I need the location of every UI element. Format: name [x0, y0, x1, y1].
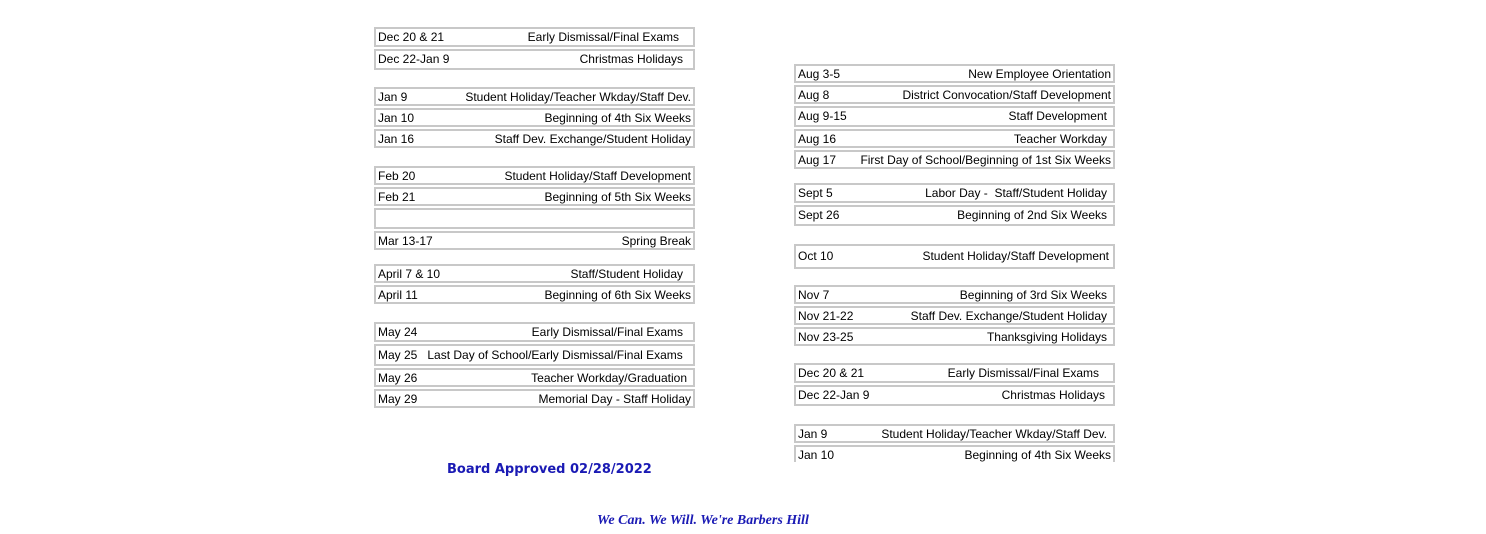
- event-date: April 11: [378, 288, 418, 302]
- calendar-row: [374, 344, 695, 366]
- event-date: Nov 23-25: [798, 330, 854, 344]
- calendar-group-dec: [374, 27, 695, 70]
- event-date: Feb 21: [378, 190, 416, 204]
- event-description: New Employee Orientation: [968, 67, 1111, 81]
- event-date: Dec 20 & 21: [798, 366, 865, 380]
- calendar-group-aug: [794, 64, 1115, 169]
- calendar-row: [374, 49, 695, 70]
- calendar-row: [794, 327, 1115, 346]
- calendar-row: [374, 129, 695, 148]
- calendar-group-oct: [794, 244, 1115, 269]
- event-description: Christmas Holidays: [1001, 388, 1105, 402]
- calendar-row: [794, 150, 1115, 169]
- event-date: May 24: [378, 325, 418, 339]
- calendar-row: [794, 129, 1115, 148]
- event-description: Staff Dev. Exchange/Student Holiday: [910, 309, 1107, 323]
- calendar-row: [794, 205, 1115, 226]
- event-date: Aug 3-5: [798, 67, 841, 81]
- calendar-row: [374, 285, 695, 304]
- event-description: Beginning of 2nd Six Weeks: [957, 208, 1107, 222]
- calendar-row: [794, 183, 1115, 203]
- event-date: Feb 20: [378, 169, 416, 183]
- calendar-group-nov: [794, 285, 1115, 346]
- calendar-group-sept: [794, 183, 1115, 226]
- event-date: Nov 7: [798, 288, 830, 302]
- event-date: Dec 22-Jan 9: [798, 388, 870, 402]
- event-description: Student Holiday/Staff Development: [922, 249, 1109, 263]
- event-date: Jan 9: [378, 90, 408, 104]
- calendar-row: [794, 244, 1115, 269]
- event-description: Student Holiday/Staff Development: [504, 169, 691, 183]
- event-date: Sept 26: [798, 208, 840, 222]
- calendar-group-jan: [374, 87, 695, 148]
- calendar-row: [794, 445, 1115, 462]
- calendar-row: [794, 424, 1115, 443]
- event-description: Labor Day - Staff/Student Holiday: [925, 186, 1107, 200]
- calendar-row: [374, 322, 695, 342]
- event-date: Jan 10: [378, 111, 415, 125]
- calendar-group-dec-next: [794, 363, 1115, 406]
- event-date: Aug 8: [798, 88, 830, 102]
- event-description: District Convocation/Staff Development: [902, 88, 1111, 102]
- event-date: Aug 17: [798, 153, 837, 167]
- calendar-row: [374, 27, 695, 47]
- event-description: Beginning of 4th Six Weeks: [544, 111, 691, 125]
- event-description: Early Dismissal/Final Exams: [531, 325, 683, 339]
- event-date: Aug 9-15: [798, 109, 847, 123]
- event-description: Student Holiday/Teacher Wkday/Staff Dev.: [881, 427, 1107, 441]
- event-description: Beginning of 4th Six Weeks: [964, 448, 1111, 462]
- calendar-row: [794, 85, 1115, 104]
- event-description: Christmas Holidays: [579, 52, 683, 66]
- event-date: Jan 16: [378, 132, 415, 146]
- event-date: May 26: [378, 371, 418, 385]
- calendar-group-may: [374, 322, 695, 408]
- event-description: Student Holiday/Teacher Wkday/Staff Dev.: [465, 90, 691, 104]
- calendar-row: [794, 306, 1115, 325]
- event-date: April 7 & 10: [378, 267, 441, 281]
- event-description: Teacher Workday/Graduation: [531, 371, 687, 385]
- calendar-row: [794, 106, 1115, 127]
- event-date: Aug 16: [798, 132, 837, 146]
- calendar-group-april: [374, 264, 695, 304]
- event-description: First Day of School/Beginning of 1st Six Weeks: [860, 153, 1111, 167]
- event-date: Dec 22-Jan 9: [378, 52, 450, 66]
- board-approved-note: Board Approved 02/28/2022: [447, 462, 652, 477]
- calendar-row: [794, 285, 1115, 304]
- calendar-row: [374, 368, 695, 387]
- event-description: Memorial Day - Staff Holiday: [538, 392, 691, 406]
- calendar-row: [794, 363, 1115, 383]
- calendar-row: [374, 187, 695, 206]
- event-description: Beginning of 5th Six Weeks: [544, 190, 691, 204]
- calendar-row-empty: [374, 208, 695, 229]
- event-description: Last Day of School/Early Dismissal/Final Exams: [427, 348, 683, 362]
- school-motto: We Can. We Will. We're Barbers Hill: [597, 513, 809, 528]
- event-description: Staff Dev. Exchange/Student Holiday: [494, 132, 691, 146]
- event-date: Dec 20 & 21: [378, 30, 445, 44]
- calendar-row: [794, 385, 1115, 406]
- calendar-row: [374, 264, 695, 283]
- event-description: Thanksgiving Holidays: [986, 330, 1107, 344]
- event-date: Sept 5: [798, 186, 833, 200]
- event-date: May 25: [378, 348, 418, 362]
- event-description: Spring Break: [621, 234, 691, 248]
- event-date: May 29: [378, 392, 418, 406]
- event-date: Mar 13-17: [378, 234, 433, 248]
- event-description: Beginning of 3rd Six Weeks: [959, 288, 1107, 302]
- event-date: Nov 21-22: [798, 309, 854, 323]
- event-description: Teacher Workday: [1013, 132, 1107, 146]
- calendar-row: [374, 108, 695, 127]
- calendar-row: [374, 231, 695, 250]
- calendar-group-jan-next: [794, 424, 1115, 462]
- calendar-group-feb-mar: [374, 166, 695, 250]
- event-date: Jan 10: [798, 448, 835, 462]
- event-description: Staff/Student Holiday: [570, 267, 683, 281]
- calendar-row: [374, 389, 695, 408]
- event-date: Jan 9: [798, 427, 828, 441]
- event-description: Early Dismissal/Final Exams: [947, 366, 1099, 380]
- calendar-row: [374, 166, 695, 185]
- calendar-row: [794, 64, 1115, 83]
- calendar-row: [374, 87, 695, 106]
- event-description: Beginning of 6th Six Weeks: [544, 288, 691, 302]
- event-description: Early Dismissal/Final Exams: [527, 30, 679, 44]
- event-date: Oct 10: [798, 249, 834, 263]
- event-description: Staff Development: [1008, 109, 1107, 123]
